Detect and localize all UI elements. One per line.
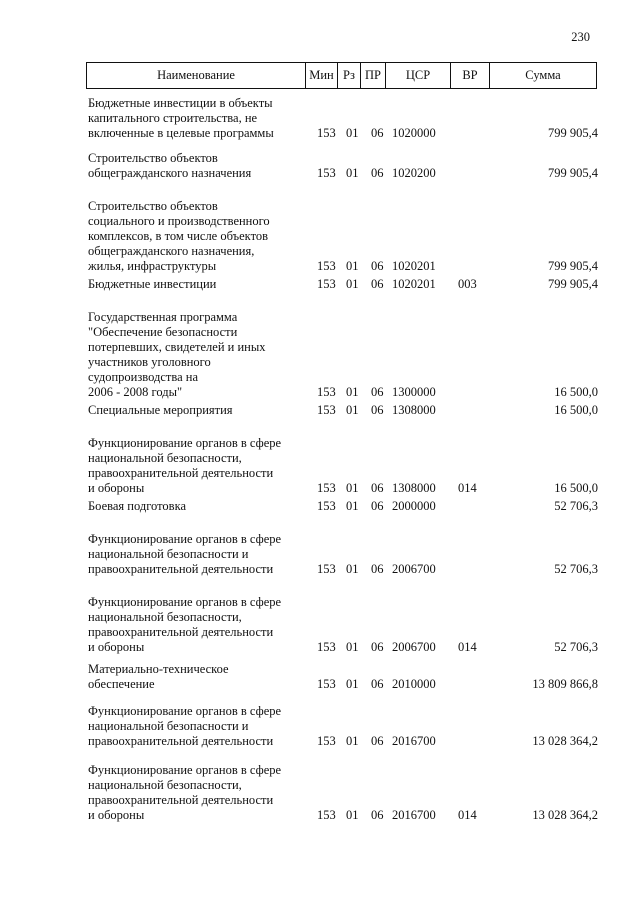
row-sum: 13 809 866,8	[532, 677, 598, 691]
table-row	[88, 199, 598, 274]
row-min: 153	[317, 277, 336, 291]
row-min: 153	[317, 385, 336, 399]
row-name: Функционирование органов в сфере национальной безопасности и правоохранительной деятельности	[88, 532, 282, 576]
row-rz: 01	[346, 166, 359, 180]
row-name: Специальные мероприятия	[88, 403, 233, 417]
table-row	[88, 595, 598, 655]
row-pr: 06	[371, 481, 384, 495]
row-pr: 06	[371, 677, 384, 691]
table-row	[88, 151, 598, 181]
row-csr: 1020200	[392, 166, 436, 180]
row-rz: 01	[346, 734, 359, 748]
table-row	[88, 763, 598, 823]
row-rz: 01	[346, 403, 359, 417]
row-min: 153	[317, 640, 336, 654]
row-sum: 52 706,3	[554, 562, 598, 576]
row-rz: 01	[346, 640, 359, 654]
row-name: Функционирование органов в сфере национальной безопасности, правоохранительной деятельности и обороны	[88, 595, 282, 654]
row-rz: 01	[346, 259, 359, 273]
row-name: Материально-техническое обеспечение	[88, 662, 229, 691]
header-csr: ЦСР	[386, 63, 451, 89]
row-pr: 06	[371, 166, 384, 180]
table-row	[88, 403, 598, 418]
row-rz: 01	[346, 808, 359, 822]
row-rz: 01	[346, 385, 359, 399]
row-sum: 799 905,4	[548, 259, 598, 273]
row-name: Функционирование органов в сфере национальной безопасности и правоохранительной деятельности	[88, 704, 282, 748]
row-min: 153	[317, 403, 336, 417]
header-min: Мин	[306, 63, 338, 89]
row-rz: 01	[346, 499, 359, 513]
row-rz: 01	[346, 677, 359, 691]
row-sum: 799 905,4	[548, 126, 598, 140]
row-pr: 06	[371, 808, 384, 822]
row-rz: 01	[346, 126, 359, 140]
table-row	[88, 310, 598, 400]
page-number: 230	[571, 30, 590, 44]
row-sum: 16 500,0	[554, 481, 598, 495]
row-name: Боевая подготовка	[88, 499, 187, 513]
row-sum: 799 905,4	[548, 277, 598, 291]
header-sum: Сумма	[490, 63, 597, 89]
row-sum: 16 500,0	[554, 403, 598, 417]
row-sum: 16 500,0	[554, 385, 598, 399]
row-csr: 1308000	[392, 403, 436, 417]
row-vr: 014	[458, 640, 477, 654]
table-row	[88, 532, 598, 577]
row-vr: 014	[458, 808, 477, 822]
row-csr: 2006700	[392, 562, 436, 576]
table-row	[88, 96, 598, 141]
row-csr: 2016700	[392, 808, 436, 822]
row-name: Функционирование органов в сфере национальной безопасности, правоохранительной деятельности и обороны	[88, 436, 282, 495]
header-rz: Рз	[338, 63, 361, 89]
row-csr: 1020201	[392, 277, 436, 291]
row-pr: 06	[371, 126, 384, 140]
row-min: 153	[317, 677, 336, 691]
row-min: 153	[317, 499, 336, 513]
row-csr: 2016700	[392, 734, 436, 748]
row-min: 153	[317, 562, 336, 576]
row-name: Государственная программа "Обеспечение безопасности потерпевших, свидетелей и иных участников уголовного судопроизводства на 2006 - 2008 годы"	[88, 310, 266, 399]
header-name: Наименование	[87, 63, 306, 89]
row-pr: 06	[371, 640, 384, 654]
row-sum: 52 706,3	[554, 499, 598, 513]
row-name: Функционирование органов в сфере национальной безопасности, правоохранительной деятельности и обороны	[88, 763, 282, 822]
row-sum: 13 028 364,2	[532, 734, 598, 748]
row-name: Бюджетные инвестиции в объекты капитального строительства, не включенные в целевые программы	[88, 96, 274, 140]
row-sum: 13 028 364,2	[532, 808, 598, 822]
row-csr: 2000000	[392, 499, 436, 513]
row-pr: 06	[371, 403, 384, 417]
row-csr: 1020201	[392, 259, 436, 273]
row-name: Бюджетные инвестиции	[88, 277, 217, 291]
row-min: 153	[317, 259, 336, 273]
row-rz: 01	[346, 562, 359, 576]
row-min: 153	[317, 734, 336, 748]
row-csr: 1020000	[392, 126, 436, 140]
table-row	[88, 704, 598, 749]
row-csr: 2006700	[392, 640, 436, 654]
row-name: Строительство объектов социального и производственного комплексов, в том числе объектов общегражданского назначения, жилья, инфраструктуры	[88, 199, 270, 273]
row-vr: 014	[458, 481, 477, 495]
table-body	[88, 96, 598, 823]
header-pr: ПР	[361, 63, 386, 89]
row-vr: 003	[458, 277, 477, 291]
row-pr: 06	[371, 277, 384, 291]
row-pr: 06	[371, 499, 384, 513]
row-csr: 1300000	[392, 385, 436, 399]
row-min: 153	[317, 481, 336, 495]
row-min: 153	[317, 808, 336, 822]
row-pr: 06	[371, 562, 384, 576]
row-rz: 01	[346, 277, 359, 291]
row-rz: 01	[346, 481, 359, 495]
table-row	[88, 436, 598, 496]
row-sum: 799 905,4	[548, 166, 598, 180]
table-row	[88, 277, 598, 292]
row-min: 153	[317, 166, 336, 180]
table-row	[88, 499, 598, 514]
row-csr: 1308000	[392, 481, 436, 495]
table-row	[88, 662, 598, 692]
row-min: 153	[317, 126, 336, 140]
header-vr: ВР	[451, 63, 490, 89]
row-pr: 06	[371, 734, 384, 748]
row-pr: 06	[371, 259, 384, 273]
row-name: Строительство объектов общегражданского назначения	[88, 151, 252, 180]
row-sum: 52 706,3	[554, 640, 598, 654]
row-pr: 06	[371, 385, 384, 399]
table-header	[86, 62, 597, 89]
row-csr: 2010000	[392, 677, 436, 691]
